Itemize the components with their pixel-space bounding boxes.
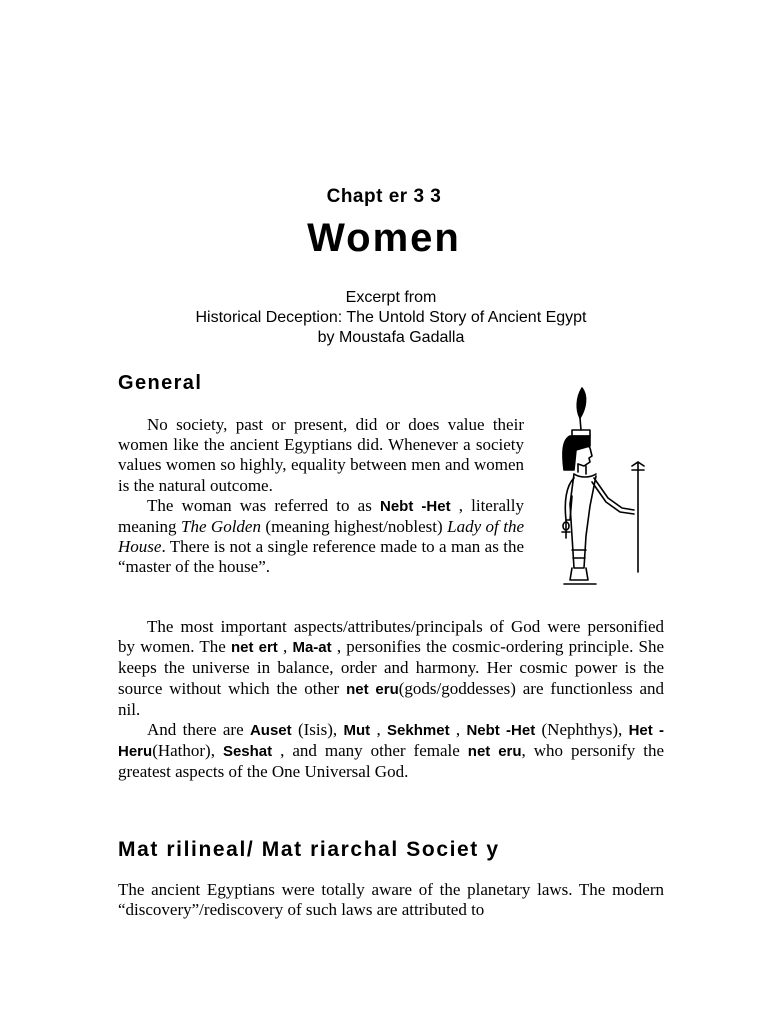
excerpt-line-3: by Moustafa Gadalla (317, 329, 465, 346)
p1-text-2: The woman was referred to as (147, 495, 380, 515)
p2-text-11: , and many other female (272, 741, 468, 761)
p2-text-5: And there are (147, 720, 250, 740)
term-ma-at: Ma-at (292, 639, 332, 657)
p2-text-9: (Nephthys), (535, 720, 629, 740)
excerpt-line-1: Excerpt from (345, 289, 437, 306)
term-seshat: Seshat (222, 743, 273, 761)
page-title: Women (307, 216, 461, 260)
paragraph-general-2 (118, 617, 664, 783)
p1-text-4: (meaning highest/noblest) (260, 517, 448, 537)
chapter-label: Chapt er 3 3 (326, 186, 442, 207)
paragraph-general-1 (118, 415, 524, 578)
p2-text-7: , (370, 720, 388, 740)
p2-text-10: (Hathor), (152, 741, 223, 761)
p2-text-12: , who personify the greatest aspects of the One Universal God. (118, 741, 664, 782)
term-the-golden: The Golden (180, 517, 261, 537)
paragraph-matrilineal-1: The ancient Egyptians were totally aware of the planetary laws. The modern “discovery”/rediscovery of such laws are attributed to (118, 880, 664, 920)
term-netert: net ert (231, 639, 278, 657)
p2-text-1: The most important aspects/attributes/principals of God were personified by women. The (118, 617, 664, 657)
term-auset: Auset (249, 722, 292, 740)
p2-text-6: (Isis), (291, 720, 344, 740)
p2-text-8: , (449, 720, 467, 740)
p1-text-5: . There is not a single reference made to a man as the “master of the house”. (118, 537, 524, 577)
term-nebt-het-2: Nebt -Het (466, 722, 536, 740)
term-lady-of-the-house: Lady of the House (118, 517, 524, 557)
section-heading-matrilineal: Mat rilineal/ Mat riarchal Societ y (118, 838, 500, 861)
p1-text-1: No society, past or present, did or does value their women like the ancient Egyptians did. Whenever a society values women so highly, equality between men and women is the natural outcome. (118, 415, 524, 495)
term-het-heru: Het -Heru (118, 722, 664, 761)
term-mut: Mut (343, 722, 371, 740)
section-heading-general: General (118, 372, 203, 394)
term-neteru: net eru (346, 680, 399, 698)
p1-text-3: , literally meaning (118, 495, 525, 537)
p2-text-3: , personifies the cosmic-ordering principle. She keeps the universe in balance, order and harmony. Her cosmic power is the source without which the other (118, 637, 665, 698)
p2-text-2: , (277, 637, 293, 657)
term-nebt-het: Nebt -Het (380, 497, 451, 515)
term-neteru-2: net eru (467, 743, 522, 761)
excerpt-line-2: Historical Deception: The Untold Story of Ancient Egypt (195, 309, 587, 326)
excerpt-source (0, 288, 768, 348)
term-sekhmet: Sekhmet (387, 722, 450, 740)
p2-text-4: (gods/goddesses) are functionless and nil. (118, 678, 665, 719)
egyptian-goddess-figure-icon (548, 386, 660, 590)
